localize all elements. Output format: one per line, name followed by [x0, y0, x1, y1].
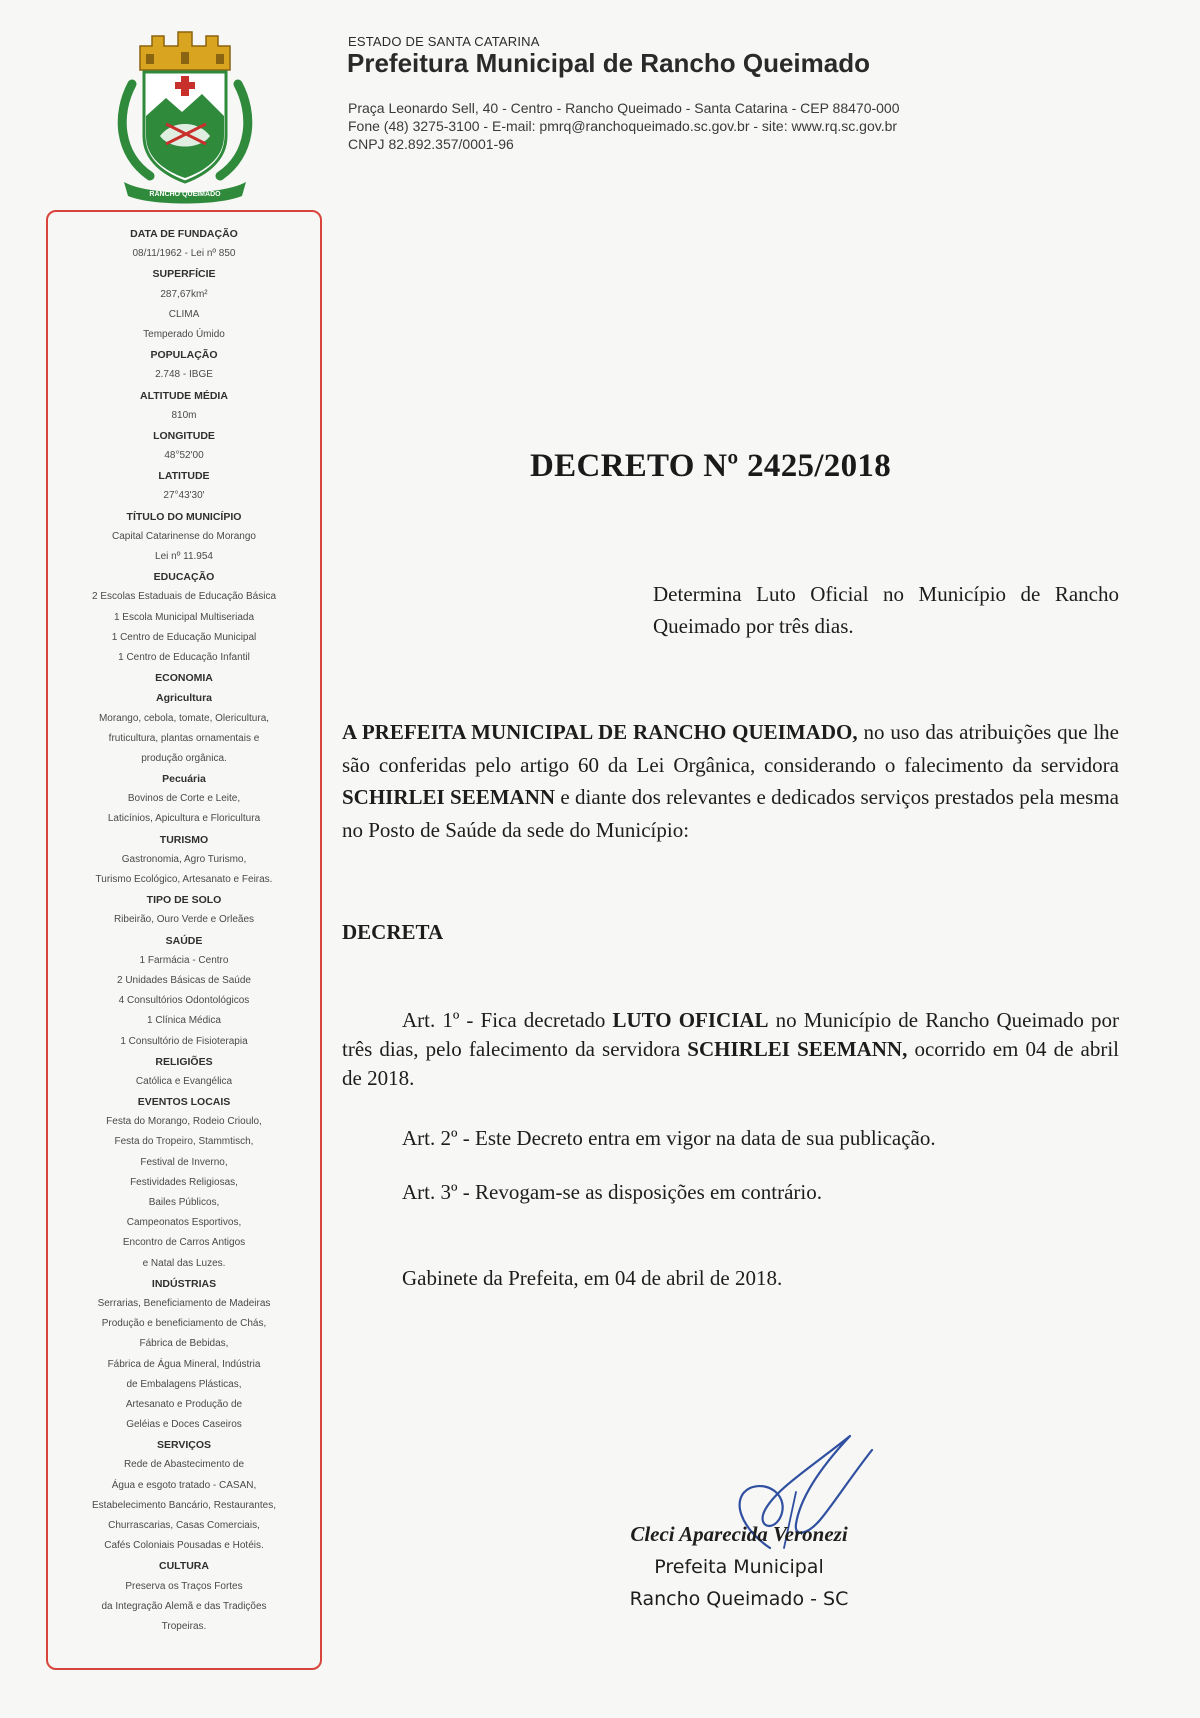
sidebar-text: Gastronomia, Agro Turismo, — [121, 853, 247, 865]
sidebar-text: Fábrica de Bebidas, — [139, 1338, 229, 1350]
sidebar-text: Festival de Inverno, — [140, 1156, 228, 1168]
sidebar-text: Produção e beneficiamento de Chás, — [101, 1318, 267, 1330]
sidebar-heading: EVENTOS LOCAIS — [137, 1096, 231, 1109]
sidebar-text: Festa do Morango, Rodeio Crioulo, — [106, 1116, 262, 1128]
sidebar-text: 2.748 - IBGE — [155, 369, 213, 381]
sidebar-heading: ALTITUDE MÉDIA — [140, 389, 228, 402]
header-cnpj: CNPJ 82.892.357/0001-96 — [348, 136, 514, 152]
sidebar-text: Serrarias, Beneficiamento de Madeiras — [97, 1297, 271, 1309]
sidebar-heading: TIPO DE SOLO — [146, 894, 222, 907]
art1-text-b: no Município de Rancho Queimado por três dias, pelo falecimento da servidora — [342, 1008, 1120, 1061]
sidebar-text: fruticultura, plantas ornamentais e — [108, 732, 260, 744]
sidebar-text: 4 Consultórios Odontológicos — [118, 995, 250, 1007]
sidebar-text: Festa do Tropeiro, Stammtisch, — [114, 1136, 254, 1148]
preamble-servant-name: SCHIRLEI SEEMANN — [342, 785, 556, 809]
sidebar-text: Temperado Úmido — [143, 328, 225, 340]
preamble-authority: A PREFEITA MUNICIPAL DE RANCHO QUEIMADO, — [342, 720, 858, 744]
header-title: Prefeitura Municipal de Rancho Queimado — [347, 48, 870, 78]
decreta-heading: DECRETA — [342, 920, 444, 944]
sidebar-text: Rede de Abastecimento de — [123, 1459, 245, 1471]
sidebar-heading: SUPERFÍCIE — [152, 268, 216, 281]
sidebar-text: 810m — [171, 409, 197, 421]
sidebar-text: Turismo Ecológico, Artesanato e Feiras. — [95, 874, 273, 885]
sidebar-text: 287,67km² — [160, 288, 208, 300]
sidebar-heading: ECONOMIA — [155, 672, 213, 685]
art1-servant-name: SCHIRLEI SEEMANN, — [687, 1037, 908, 1061]
sidebar-text: 1 Centro de Educação Infantil — [118, 651, 250, 663]
sidebar-text: Bailes Públicos, — [148, 1197, 220, 1208]
sidebar-text: 2 Escolas Estaduais de Educação Básica — [92, 591, 276, 603]
preamble-text-2: e diante dos relevantes e dedicados serviços prestados pela mesma no Posto de Saúde da sede do Município: — [342, 785, 1119, 842]
sidebar-text: Cafés Coloniais Pousadas e Hotéis. — [104, 1540, 264, 1552]
sidebar-heading: EDUCAÇÃO — [153, 571, 215, 584]
sidebar-heading: TURISMO — [159, 833, 209, 846]
header-contact: Fone (48) 3275-3100 - E-mail: pmrq@ranchoqueimado.sc.gov.br - site: www.rq.sc.gov.br — [348, 118, 898, 134]
sidebar-text: Bovinos de Corte e Leite, — [127, 793, 241, 805]
sidebar-text: 1 Clínica Médica — [147, 1015, 221, 1027]
sidebar-heading: INDÚSTRIAS — [151, 1277, 217, 1290]
decree-preamble — [342, 716, 1119, 846]
sidebar-text: Geléias e Doces Caseiros — [126, 1419, 242, 1431]
sidebar-heading: SERVIÇOS — [156, 1439, 212, 1452]
sidebar-text: CLIMA — [168, 308, 200, 320]
art1-text-c: ocorrido em 04 de abril de 2018. — [342, 1037, 1120, 1090]
sidebar-text: Ribeirão, Ouro Verde e Orleães — [113, 914, 255, 926]
sidebar-text: 2 Unidades Básicas de Saúde — [117, 974, 251, 986]
header-address: Praça Leonardo Sell, 40 - Centro - Rancho Queimado - Santa Catarina - CEP 88470-000 — [348, 100, 900, 116]
sidebar-text: Artesanato e Produção de — [125, 1398, 243, 1410]
sidebar-text: Lei nº 11.954 — [155, 551, 213, 562]
sidebar-text: Campeonatos Esportivos, — [126, 1217, 242, 1229]
municipal-coat-of-arms-icon — [110, 24, 260, 206]
signatory-role: Prefeita Municipal — [654, 1556, 824, 1578]
decree-title: DECRETO Nº 2425/2018 — [530, 448, 891, 484]
sidebar-heading: RELIGIÕES — [155, 1055, 213, 1068]
sidebar-text: da Integração Alemã e das Tradições — [101, 1600, 267, 1612]
sidebar-text: 1 Farmácia - Centro — [139, 954, 229, 966]
sidebar-text: 48°52'00 — [164, 450, 204, 462]
article-3: Art. 3º - Revogam-se as disposições em contrário. — [402, 1180, 822, 1204]
decree-ementa: Determina Luto Oficial no Município de Rancho Queimado por três dias. — [653, 582, 1119, 638]
sidebar-heading: DATA DE FUNDAÇÃO — [130, 228, 238, 240]
article-1 — [342, 1006, 1119, 1093]
closing-date-line: Gabinete da Prefeita, em 04 de abril de 2018. — [402, 1266, 783, 1290]
sidebar-heading: LATITUDE — [158, 470, 210, 483]
sidebar-text: 27°43'30' — [163, 490, 205, 502]
sidebar-text: Morango, cebola, tomate, Olericultura, — [98, 712, 270, 724]
art1-text-a: Art. 1º - Fica decretado — [402, 1008, 613, 1032]
sidebar-text: 1 Escola Municipal Multiseriada — [113, 611, 255, 623]
sidebar-heading: LONGITUDE — [153, 429, 215, 442]
sidebar-text: Católica e Evangélica — [135, 1075, 233, 1087]
article-2: Art. 2º - Este Decreto entra em vigor na data de sua publicação. — [402, 1126, 936, 1150]
sidebar-text: Laticínios, Apicultura e Floricultura — [107, 813, 261, 825]
sidebar-text: e Natal das Luzes. — [142, 1257, 226, 1269]
sidebar-text: Encontro de Carros Antigos — [122, 1237, 246, 1249]
sidebar-text: 1 Centro de Educação Municipal — [111, 631, 257, 643]
sidebar-text: Tropeiras. — [161, 1620, 207, 1632]
crest-motto: RANCHO QUEIMADO — [149, 191, 221, 198]
sidebar-heading: TÍTULO DO MUNICÍPIO — [126, 510, 242, 523]
sidebar-text: 08/11/1962 - Lei nº 850 — [132, 248, 236, 260]
sidebar-heading: CULTURA — [159, 1560, 209, 1573]
municipality-facts-sidebar — [46, 210, 322, 1670]
sidebar-heading: Pecuária — [162, 773, 206, 786]
signatory-city: Rancho Queimado - SC — [629, 1588, 849, 1610]
sidebar-text: Churrascarias, Casas Comerciais, — [108, 1520, 260, 1531]
sidebar-text: 1 Consultório de Fisioterapia — [120, 1035, 248, 1047]
sidebar-heading: Agricultura — [155, 692, 212, 705]
signatory-name: Cleci Aparecida Veronezi — [630, 1522, 848, 1546]
sidebar-heading: POPULAÇÃO — [150, 349, 218, 362]
sidebar-text: Festividades Religiosas, — [130, 1176, 238, 1188]
sidebar-text: Água e esgoto tratado - CASAN, — [111, 1479, 257, 1491]
preamble-text-1: no uso das atribuições que lhe são conferidas pelo artigo 60 da Lei Orgânica, considerando o falecimento da servidora — [342, 720, 1119, 777]
header-state: ESTADO DE SANTA CATARINA — [348, 34, 540, 49]
art1-luto-oficial: LUTO OFICIAL — [612, 1008, 769, 1032]
sidebar-text: Capital Catarinense do Morango — [112, 530, 256, 542]
sidebar-text: de Embalagens Plásticas, — [126, 1378, 242, 1390]
sidebar-text: Fábrica de Água Mineral, Indústria — [107, 1358, 261, 1370]
sidebar-text: produção orgânica. — [141, 752, 227, 764]
sidebar-text: Preserva os Traços Fortes — [125, 1580, 243, 1592]
sidebar-heading: SAÚDE — [165, 934, 203, 947]
sidebar-text: Estabelecimento Bancário, Restaurantes, — [92, 1499, 276, 1511]
